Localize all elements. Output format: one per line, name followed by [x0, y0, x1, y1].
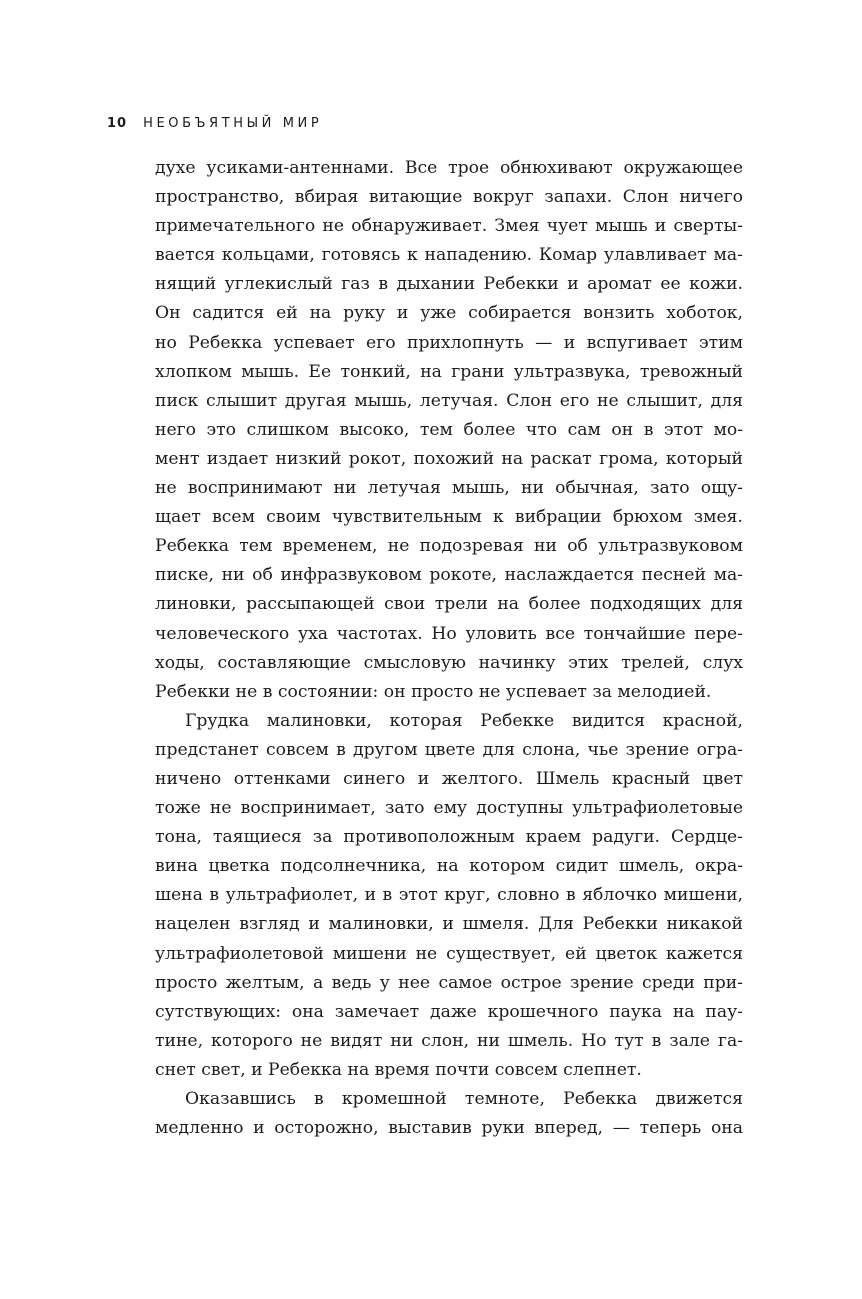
text-line: нящий углекислый газ в дыхании Ребекки и аромат ее кожи.: [155, 274, 743, 295]
text-line: снет свет, и Ребекка на время почти совсем слепнет.: [155, 1059, 642, 1080]
text-line: вается кольцами, готовясь к нападению. Комар улавливает ма-: [155, 245, 743, 266]
running-title: НЕОБЪЯТНЫЙ МИР: [143, 116, 323, 131]
text-line: медленно и осторожно, выставив руки вперед, — теперь она: [155, 1118, 743, 1139]
text-line: духе усиками-антеннами. Все трое обнюхивают окружающее: [155, 158, 743, 178]
text-line: него это слишком высоко, тем более что сам он в этот мо-: [155, 419, 743, 440]
paragraph-2: [155, 707, 743, 1085]
text-line: мент издает низкий рокот, похожий на раскат грома, который: [155, 448, 743, 469]
text-line: тоже не воспринимает, зато ему доступны ультрафиолетовые: [155, 798, 743, 819]
page-number: 10: [107, 116, 128, 131]
text-line: хлопком мышь. Ее тонкий, на грани ультразвука, тревожный: [155, 361, 743, 382]
text-line: но Ребекка успевает его прихлопнуть — и вспугивает этим: [155, 332, 743, 353]
text-line: щает всем своим чувствительным к вибрации брюхом змея.: [155, 507, 743, 528]
text-line: человеческого уха частотах. Но уловить все тончайшие пере-: [155, 623, 743, 644]
text-line: шена в ультрафиолет, и в этот круг, словно в яблочко мишени,: [155, 885, 743, 906]
text-line: Ребекки не в состоянии: он просто не успевает за мелодией.: [155, 681, 712, 702]
text-line: Оказавшись в кромешной темноте, Ребекка движется: [185, 1089, 743, 1109]
text-line: предстанет совсем в другом цвете для слона, чье зрение огра-: [155, 739, 743, 760]
text-line: вина цветка подсолнечника, на котором сидит шмель, окра-: [155, 856, 743, 877]
text-line: не воспринимают ни летучая мышь, ни обычная, зато ощу-: [155, 478, 743, 499]
running-head: [107, 112, 322, 136]
text-line: линовки, рассыпающей свои трели на более подходящих для: [155, 594, 743, 615]
text-line: ходы, составляющие смысловую начинку этих трелей, слух: [155, 652, 743, 673]
text-line: просто желтым, а ведь у нее самое острое зрение среди при-: [155, 972, 743, 993]
text-line: писке, ни об инфразвуковом рокоте, наслаждается песней ма-: [155, 565, 743, 586]
body-text: [155, 154, 743, 1143]
text-line: примечательного не обнаруживает. Змея чует мышь и сверты-: [155, 216, 743, 237]
text-line: тона, таящиеся за противоположным краем радуги. Сердце-: [155, 827, 743, 848]
text-line: пространство, вбирая витающие вокруг запахи. Слон ничего: [155, 187, 743, 208]
text-line: сутствующих: она замечает даже крошечного паука на пау-: [155, 1001, 743, 1022]
paragraph-3: [155, 1085, 743, 1143]
text-line: ультрафиолетовой мишени не существует, ей цветок кажется: [155, 943, 743, 964]
text-line: ничено оттенками синего и желтого. Шмель красный цвет: [155, 768, 743, 789]
text-line: Он садится ей на руку и уже собирается вонзить хоботок,: [155, 303, 743, 324]
text-line: Грудка малиновки, которая Ребекке видится красной,: [185, 710, 743, 731]
text-line: писк слышит другая мышь, летучая. Слон его не слышит, для: [155, 390, 743, 411]
text-line: тине, которого не видят ни слон, ни шмель. Но тут в зале га-: [155, 1030, 743, 1051]
paragraph-1: [155, 154, 743, 707]
text-line: нацелен взгляд и малиновки, и шмеля. Для Ребекки никакой: [155, 914, 743, 935]
text-line: Ребекка тем временем, не подозревая ни об ультразвуковом: [155, 536, 743, 557]
